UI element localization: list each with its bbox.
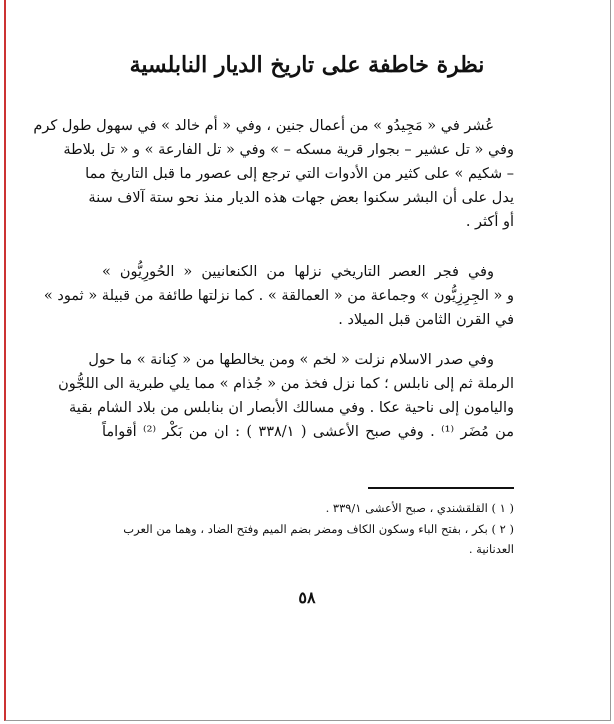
footnote-divider (368, 487, 514, 489)
text-line: عُشر في « مَجِيدُو » من أعمال جنين ، وفي « أم خالد » في سهول طول كرم (33, 118, 494, 134)
text-line: أو أكثر . (465, 214, 514, 230)
text-line: – شكيم » على كثير من الأدوات التي ترجع إلى عصور ما قبل التاريخ مما (85, 166, 514, 182)
text-line: وفي « تل عشير – بجوار قرية مسكه – » وفي « تل الفارعة » و « تل بلاطة (63, 142, 514, 158)
text-line: الرملة ثم إلى نابلس ؛ كما نزل فخذ من « جُذام » مما يلي طبرية الى اللجُّون (58, 376, 514, 392)
text-line: وفي فجر العصر التاريخي نزلها من الكنعانيين « الحُورِيُّون » (102, 264, 494, 280)
text-line: و « الجِرِزِيُّون » وجماعة من « العمالقة » . كما نزلتها طائفة من قبيلة « ثمود » (43, 288, 514, 304)
text-line: يدل على أن البشر سكنوا بعض جهات هذه الديار منذ نحو ستة آلاف سنة (88, 190, 514, 206)
page-number: ٥٨ (298, 588, 316, 607)
footnote: ( ٢ ) بكر ، بفتح الباء وسكون الكاف ومضر بضم الميم وفتح الضاد ، وهما من العرب (123, 522, 514, 536)
text-line: واليامون إلى ناحية عكا . وفي مسالك الأبصار ان بنابلس من بلاد الشام بقية (68, 400, 514, 416)
text-line: وفي صدر الاسلام نزلت « لخم » ومن يخالطها من « كِنانة » ما حول (88, 352, 494, 368)
footnote: العدنانية . (468, 542, 514, 556)
text-line: من مُضَر ⁽¹⁾ . وفي صبح الأعشى ( ٣٣٨/١ ) : ان من بَكْر ⁽²⁾ أقواماً (102, 424, 514, 440)
text-line: في القرن الثامن قبل الميلاد . (338, 312, 514, 328)
footnote: ( ١ ) القلقشندي ، صبح الأعشى ٣٣٩/١ . (325, 501, 514, 515)
page-title: نظرة خاطفة على تاريخ الديار النابلسية (129, 52, 485, 78)
